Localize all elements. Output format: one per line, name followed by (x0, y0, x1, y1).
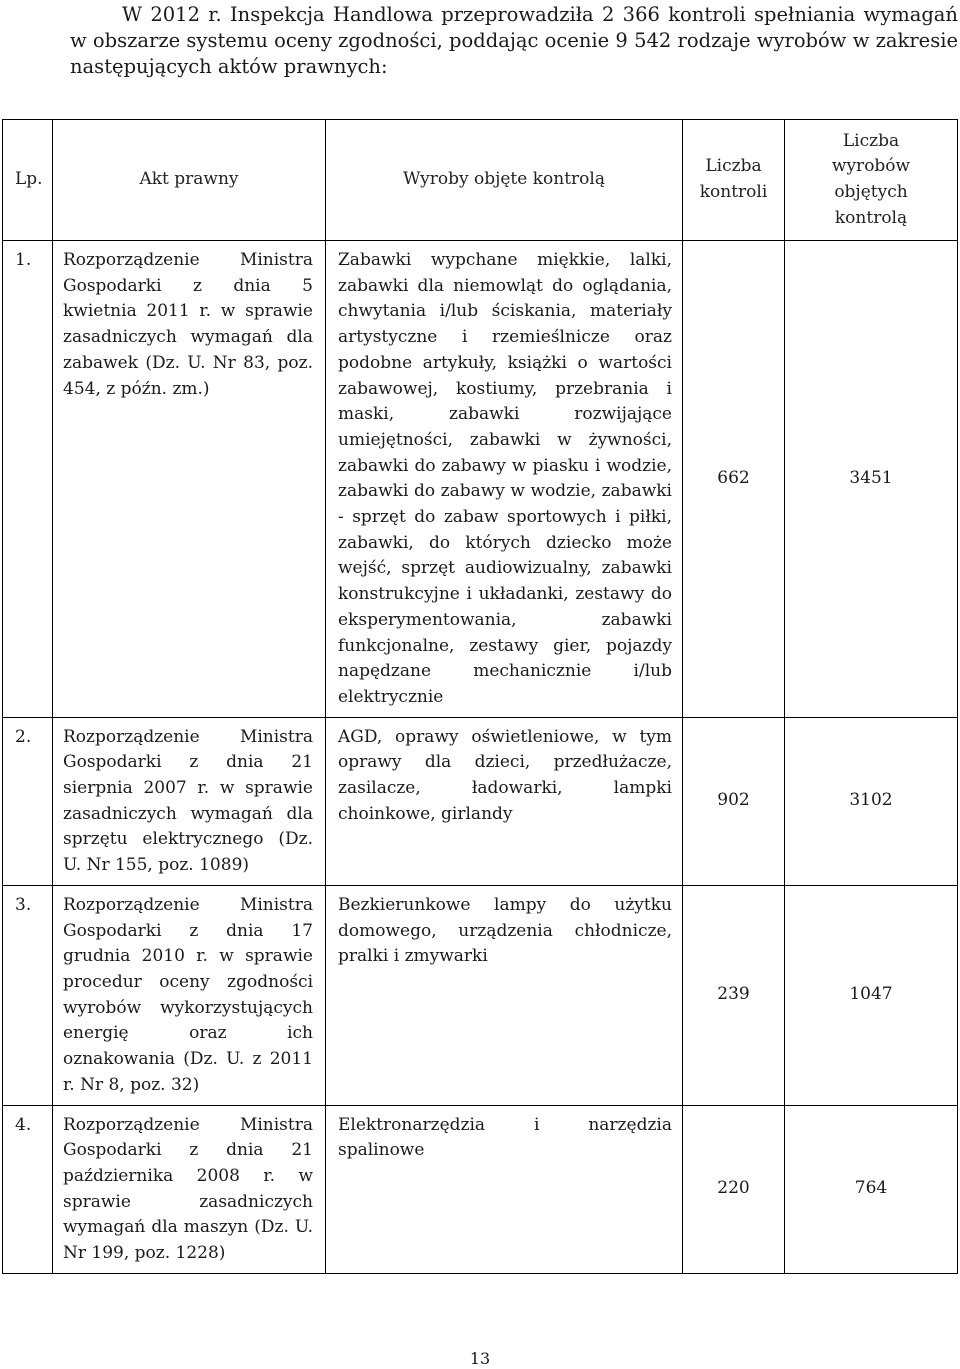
table-row (3, 241, 958, 718)
header-controls-label: Liczba kontroli (699, 156, 768, 202)
row-lp: 2. (3, 717, 53, 885)
header-goods: Wyroby objęte kontrolą (326, 120, 683, 241)
row-goods: Elektronarzędzia i narzędzia spalinowe (326, 1105, 683, 1273)
row-products: 764 (785, 1105, 958, 1273)
header-products-label: Liczba wyrobów objętych kontrolą (831, 130, 911, 228)
row-act: Rozporządzenie Ministra Gospodarki z dnia 21 października 2008 r. w sprawie zasadniczych wymagań dla maszyn (Dz. U. Nr 199, poz. 1228) (53, 1105, 326, 1273)
table-row (3, 717, 958, 885)
header-products (785, 120, 958, 241)
row-goods: Bezkierunkowe lampy do użytku domowego, urządzenia chłodnicze, pralki i zmywarki (326, 885, 683, 1105)
row-controls: 220 (683, 1105, 785, 1273)
header-act: Akt prawny (53, 120, 326, 241)
row-controls: 239 (683, 885, 785, 1105)
row-lp: 3. (3, 885, 53, 1105)
row-act: Rozporządzenie Ministra Gospodarki z dnia 17 grudnia 2010 r. w sprawie procedur oceny zgodności wyrobów wykorzystujących energię oraz ich oznakowania (Dz. U. z 2011 r. Nr 8, poz. 32) (53, 885, 326, 1105)
row-products: 1047 (785, 885, 958, 1105)
table-header-row (3, 120, 958, 241)
header-lp: Lp. (3, 120, 53, 241)
intro-text: W 2012 r. Inspekcja Handlowa przeprowadziła 2 366 kontroli spełniania wymagań w obszarze systemu oceny zgodności, poddając ocenie 9 542 rodzaje wyrobów w zakresie następujących aktów prawnych: (70, 3, 958, 78)
row-goods: AGD, oprawy oświetleniowe, w tym oprawy dla dzieci, przedłużacze, zasilacze, ładowarki, lampki choinkowe, girlandy (326, 717, 683, 885)
table-row (3, 1105, 958, 1273)
row-goods: Zabawki wypchane miękkie, lalki, zabawki dla niemowląt do oglądania, chwytania i/lub ściskania, materiały artystyczne i rzemieślnicze oraz podobne artykuły, książki o wartości zabawowej, kostiumy, przebrania i maski, zabawki rozwijające umiejętności, zabawki w żywności, zabawki do zabawy w piasku i wodzie, zabawki do zabawy w wodzie, zabawki - sprzęt do zabaw sportowych i piłki, zabawki, do których dziecko może wejść, sprzęt audiowizualny, zabawki konstrukcyjne i układanki, zestawy do eksperymentowania, zabawki funkcjonalne, zestawy gier, pojazdy napędzane mechanicznie i/lub elektrycznie (326, 241, 683, 718)
row-controls: 662 (683, 241, 785, 718)
row-act: Rozporządzenie Ministra Gospodarki z dnia 21 sierpnia 2007 r. w sprawie zasadniczych wymagań dla sprzętu elektrycznego (Dz. U. Nr 155, poz. 1089) (53, 717, 326, 885)
row-controls: 902 (683, 717, 785, 885)
table-row (3, 885, 958, 1105)
row-lp: 4. (3, 1105, 53, 1273)
legal-acts-table (2, 119, 958, 1274)
row-act: Rozporządzenie Ministra Gospodarki z dnia 5 kwietnia 2011 r. w sprawie zasadniczych wymagań dla zabawek (Dz. U. Nr 83, poz. 454, z późn. zm.) (53, 241, 326, 718)
row-lp: 1. (3, 241, 53, 718)
page-number: 13 (469, 1349, 491, 1368)
row-products: 3102 (785, 717, 958, 885)
header-controls (683, 120, 785, 241)
row-products: 3451 (785, 241, 958, 718)
intro-paragraph (70, 2, 958, 80)
